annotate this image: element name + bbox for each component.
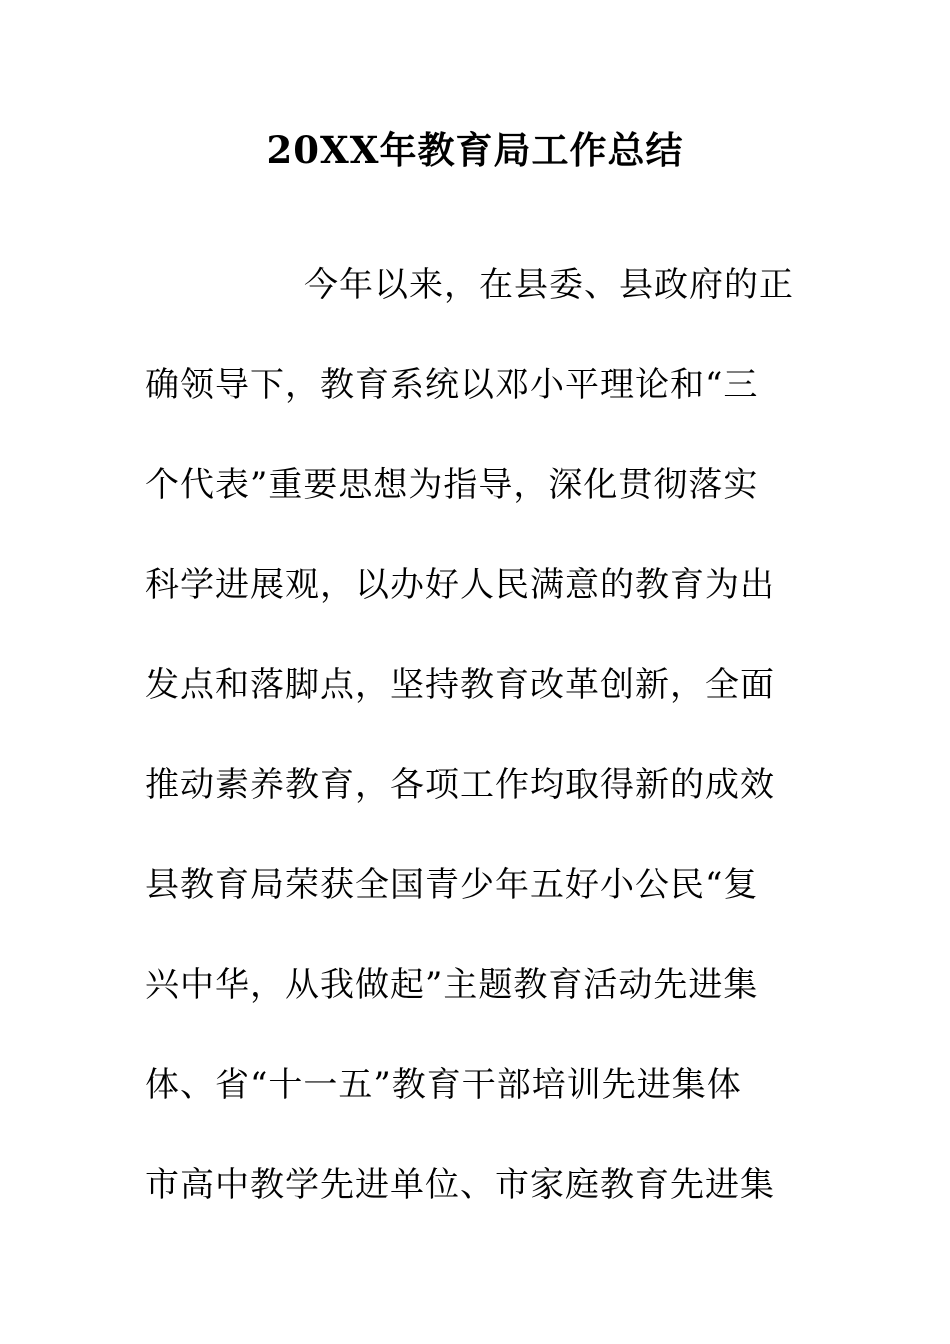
paragraph-line: 市高中教学先进单位、市家庭教育先进集	[145, 1165, 775, 1205]
paragraph-line: 体、省“十一五”教育干部培训先进集体	[145, 1065, 742, 1105]
paragraph-line: 确领导下，教育系统以邓小平理论和“三	[145, 365, 759, 405]
paragraph-line: 今年以来，在县委、县政府的正	[304, 265, 794, 305]
paragraph-line: 科学进展观，以办好人民满意的教育为出	[145, 565, 775, 605]
paragraph-line: 个代表”重要思想为指导，深化贯彻落实	[145, 465, 759, 505]
paragraph-line: 发点和落脚点，坚持教育改革创新，全面	[145, 665, 775, 705]
paragraph-line: 县教育局荣获全国青少年五好小公民“复	[145, 865, 759, 905]
paragraph-line: 兴中华，从我做起”主题教育活动先进集	[145, 965, 759, 1005]
paragraph-line: 推动素养教育，各项工作均取得新的成效	[145, 765, 775, 805]
document-title: 20XX年教育局工作总结	[266, 128, 684, 172]
